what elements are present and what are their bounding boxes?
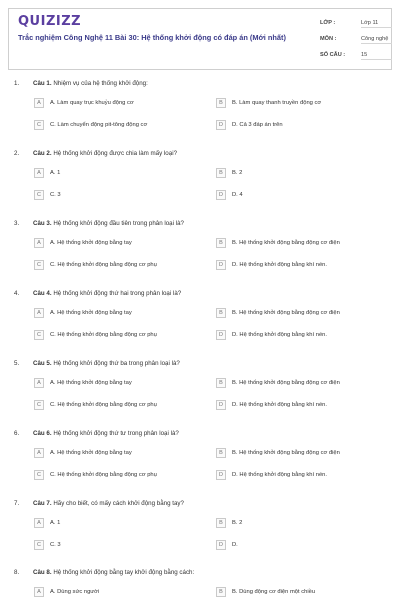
option-letter-box: D [216, 190, 226, 200]
option-letter-box: C [34, 190, 44, 200]
option-letter-box: A [34, 448, 44, 458]
option-letter-box: C [34, 540, 44, 550]
option-text: A. 1 [50, 170, 61, 176]
option-text: D. Cả 3 đáp án trên [232, 122, 283, 128]
option-text: B. Hệ thống khởi động bằng động cơ điện [232, 380, 340, 386]
option-letter-box: C [34, 470, 44, 480]
option-b[interactable] [216, 238, 386, 250]
option-letter-box: A [34, 238, 44, 248]
option-text: A. Hệ thống khởi động bằng tay [50, 240, 132, 246]
option-a[interactable] [34, 587, 204, 599]
option-c[interactable] [34, 120, 204, 132]
question-prompt: Nhiệm vụ của hệ thống khởi động: [53, 80, 148, 87]
question-text [33, 80, 148, 87]
question-text [33, 290, 181, 297]
option-letter-box: D [216, 400, 226, 410]
option-letter-box: B [216, 518, 226, 528]
option-text: D. Hệ thống khởi động bằng khí nén. [232, 402, 328, 408]
option-letter-box: A [34, 587, 44, 597]
question-label: Câu 8. [33, 569, 52, 576]
meta-count-label: SỐ CÂU : [320, 52, 346, 58]
meta-count-value: 15 [361, 49, 392, 60]
option-c[interactable] [34, 190, 204, 202]
option-letter-box: B [216, 308, 226, 318]
option-text: D. 4 [232, 192, 243, 198]
quizizz-logo: QUIZIZZ [18, 14, 82, 29]
option-letter-box: C [34, 120, 44, 130]
option-letter-box: B [216, 378, 226, 388]
option-letter-box: B [216, 98, 226, 108]
meta-subject-value: Công nghệ [361, 33, 392, 44]
option-letter-box: D [216, 470, 226, 480]
option-text: B. Hệ thống khởi động bằng động cơ điện [232, 450, 340, 456]
question-prompt: Hệ thống khởi động thứ tư trong phân loại là? [53, 430, 179, 437]
option-text: A. Làm quay trục khuỷu động cơ [50, 100, 134, 106]
question-number: 2. [14, 150, 20, 157]
question-text [33, 430, 179, 437]
option-letter-box: A [34, 98, 44, 108]
meta-class-row [320, 15, 388, 31]
question-label: Câu 2. [33, 150, 52, 157]
option-letter-box: A [34, 168, 44, 178]
option-a[interactable] [34, 448, 204, 460]
question-label: Câu 1. [33, 80, 52, 87]
option-letter-box: B [216, 448, 226, 458]
option-text: C. 3 [50, 192, 61, 198]
question-text [33, 500, 184, 507]
worksheet-title: Trắc nghiệm Công Nghệ 11 Bài 30: Hệ thống khởi động có đáp án (Mới nhất) [18, 33, 286, 42]
option-text: B. Hệ thống khởi động bằng động cơ điện [232, 310, 340, 316]
option-a[interactable] [34, 98, 204, 110]
option-text: D. Hệ thống khởi động bằng khí nén. [232, 262, 328, 268]
question-prompt: Hệ thống khởi động thứ hai trong phân loại là? [53, 290, 182, 297]
question-label: Câu 6. [33, 430, 52, 437]
meta-class-value: Lớp 11 [361, 17, 392, 28]
option-b[interactable] [216, 448, 386, 460]
option-letter-box: A [34, 308, 44, 318]
question-number: 3. [14, 220, 20, 227]
option-letter-box: D [216, 330, 226, 340]
option-text: C. 3 [50, 542, 61, 548]
option-text: B. Làm quay thanh truyền động cơ [232, 100, 322, 106]
option-b[interactable] [216, 98, 386, 110]
option-d[interactable] [216, 330, 386, 342]
option-c[interactable] [34, 260, 204, 272]
option-d[interactable] [216, 190, 386, 202]
option-c[interactable] [34, 540, 204, 552]
option-c[interactable] [34, 400, 204, 412]
option-letter-box: B [216, 587, 226, 597]
option-text: B. 2 [232, 170, 243, 176]
option-d[interactable] [216, 260, 386, 272]
option-text: A. Hệ thống khởi động bằng tay [50, 310, 132, 316]
meta-subject-label: MÔN : [320, 36, 337, 42]
option-text: B. 2 [232, 520, 243, 526]
meta-subject-row [320, 31, 388, 47]
option-a[interactable] [34, 518, 204, 530]
question-text [33, 569, 194, 576]
option-d[interactable] [216, 120, 386, 132]
option-b[interactable] [216, 518, 386, 530]
option-text: A. Dùng sức người [50, 589, 100, 595]
option-letter-box: D [216, 540, 226, 550]
option-letter-box: D [216, 120, 226, 130]
question-list [0, 70, 400, 600]
question-prompt: Hệ thống khởi động thứ ba trong phân loại là? [53, 360, 180, 367]
question-prompt: Hệ thống khởi động bằng tay khởi động bằng cách: [53, 569, 195, 576]
option-letter-box: A [34, 518, 44, 528]
question-number: 6. [14, 430, 20, 437]
option-text: D. Hệ thống khởi động bằng khí nén. [232, 332, 328, 338]
option-d[interactable] [216, 470, 386, 482]
option-a[interactable] [34, 308, 204, 320]
option-a[interactable] [34, 378, 204, 390]
option-text: A. Hệ thống khởi động bằng tay [50, 380, 132, 386]
option-text: B. Hệ thống khởi động bằng động cơ điện [232, 240, 340, 246]
option-text: C. Hệ thống khởi động bằng động cơ phụ [50, 472, 157, 478]
option-letter-box: D [216, 260, 226, 270]
worksheet-header [8, 8, 392, 70]
option-letter-box: B [216, 238, 226, 248]
option-d[interactable] [216, 540, 386, 552]
question-prompt: Hãy cho biết, có mấy cách khởi động bằng tay? [53, 500, 184, 507]
question-number: 5. [14, 360, 20, 367]
meta-class-label: LỚP : [320, 20, 336, 26]
option-b[interactable] [216, 587, 386, 599]
question-number: 7. [14, 500, 20, 507]
option-a[interactable] [34, 238, 204, 250]
option-letter-box: C [34, 400, 44, 410]
question-label: Câu 4. [33, 290, 52, 297]
option-text: D. Hệ thống khởi động bằng khí nén. [232, 472, 328, 478]
option-b[interactable] [216, 308, 386, 320]
option-letter-box: B [216, 168, 226, 178]
option-text: C. Làm chuyển động pit-tông động cơ [50, 122, 148, 128]
option-b[interactable] [216, 378, 386, 390]
option-text: C. Hệ thống khởi động bằng động cơ phụ [50, 402, 157, 408]
question-number: 8. [14, 569, 20, 576]
option-letter-box: A [34, 378, 44, 388]
option-text: C. Hệ thống khởi động bằng động cơ phụ [50, 332, 157, 338]
question-text [33, 360, 180, 367]
question-text [33, 150, 177, 157]
option-c[interactable] [34, 330, 204, 342]
option-letter-box: C [34, 260, 44, 270]
question-text [33, 220, 184, 227]
option-b[interactable] [216, 168, 386, 180]
meta-count-row [320, 47, 388, 63]
option-text: B. Dùng động cơ điện một chiều [232, 589, 316, 595]
option-text: A. 1 [50, 520, 61, 526]
question-label: Câu 7. [33, 500, 52, 507]
option-a[interactable] [34, 168, 204, 180]
option-text: C. Hệ thống khởi động bằng động cơ phụ [50, 262, 157, 268]
question-prompt: Hệ thống khởi động được chia làm mấy loại? [53, 150, 178, 157]
question-number: 4. [14, 290, 20, 297]
option-letter-box: C [34, 330, 44, 340]
option-d[interactable] [216, 400, 386, 412]
option-text: A. Hệ thống khởi động bằng tay [50, 450, 132, 456]
question-label: Câu 3. [33, 220, 52, 227]
question-label: Câu 5. [33, 360, 52, 367]
question-prompt: Hệ thống khởi động đầu tiên trong phân loại là? [53, 220, 184, 227]
worksheet-meta [320, 15, 388, 63]
question-number: 1. [14, 80, 20, 87]
option-text: D. [232, 542, 238, 548]
option-c[interactable] [34, 470, 204, 482]
